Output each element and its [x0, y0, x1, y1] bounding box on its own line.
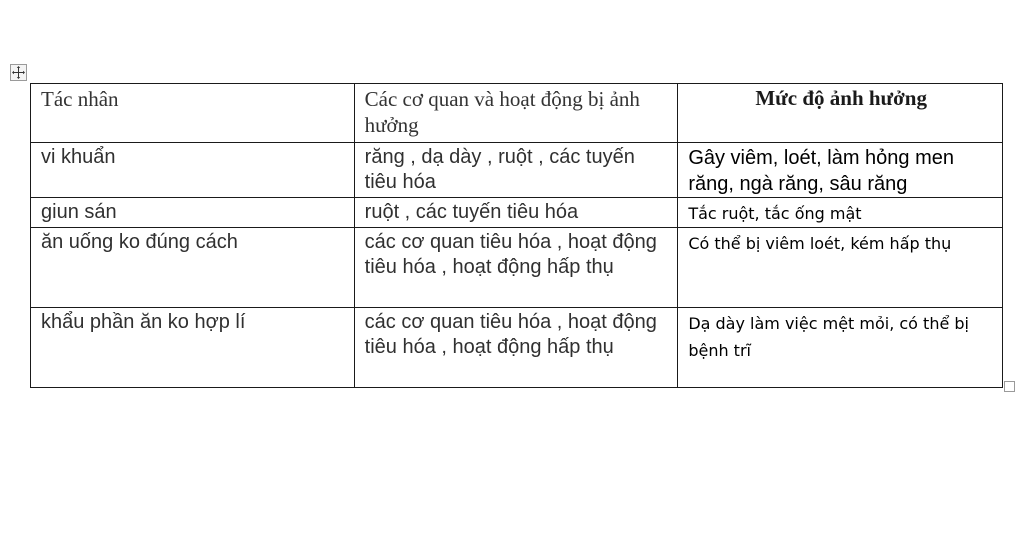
table-resize-handle-icon[interactable]: [1004, 381, 1015, 392]
header-cell-agent[interactable]: [31, 84, 355, 143]
cell-effect[interactable]: [678, 228, 1003, 308]
cell-effect[interactable]: [678, 198, 1003, 228]
cell-organs[interactable]: [354, 198, 678, 228]
cell-organs[interactable]: [354, 228, 678, 308]
data-table: [30, 83, 1003, 388]
agent-text: ăn uống ko đúng cách: [41, 231, 238, 253]
effect-text: Có thể bị viêm loét, kém hấp thụ: [688, 234, 952, 253]
table-row: [31, 198, 1003, 228]
table-row: [31, 308, 1003, 388]
cell-agent[interactable]: [31, 308, 355, 388]
table-header-row: [31, 84, 1003, 143]
header-effect-label: Mức độ ảnh hưởng: [755, 86, 927, 110]
cell-agent[interactable]: [31, 143, 355, 198]
effect-text: Gây viêm, loét, làm hỏng men răng, ngà răng, sâu răng: [688, 147, 954, 195]
organs-text: các cơ quan tiêu hóa , hoạt động tiêu hóa , hoạt động hấp thụ: [364, 311, 657, 358]
cell-agent[interactable]: [31, 198, 355, 228]
table-row: [31, 143, 1003, 198]
organs-text: ruột , các tuyến tiêu hóa: [364, 201, 579, 223]
header-agent-label: Tác nhân: [41, 87, 119, 111]
header-organs-label: Các cơ quan và hoạt động bị ảnh hưởng: [364, 87, 640, 137]
agent-text: khẩu phần ăn ko hợp lí: [41, 311, 246, 333]
cell-agent[interactable]: [31, 228, 355, 308]
effect-text: Tắc ruột, tắc ống mật: [688, 204, 862, 223]
organs-text: các cơ quan tiêu hóa , hoạt động tiêu hóa , hoạt động hấp thụ: [364, 231, 657, 278]
table-row: [31, 228, 1003, 308]
header-cell-organs[interactable]: [354, 84, 678, 143]
agent-text: vi khuẩn: [41, 146, 116, 168]
cell-effect[interactable]: [678, 143, 1003, 198]
header-cell-effect[interactable]: [678, 84, 1003, 143]
cell-effect[interactable]: [678, 308, 1003, 388]
cell-organs[interactable]: [354, 308, 678, 388]
organs-text: răng , dạ dày , ruột , các tuyến tiêu hóa: [364, 146, 635, 193]
effect-text: Dạ dày làm việc mệt mỏi, có thể bị bệnh trĩ: [688, 314, 969, 360]
cell-organs[interactable]: [354, 143, 678, 198]
table-move-handle-icon[interactable]: [10, 64, 27, 81]
agent-text: giun sán: [41, 201, 117, 223]
